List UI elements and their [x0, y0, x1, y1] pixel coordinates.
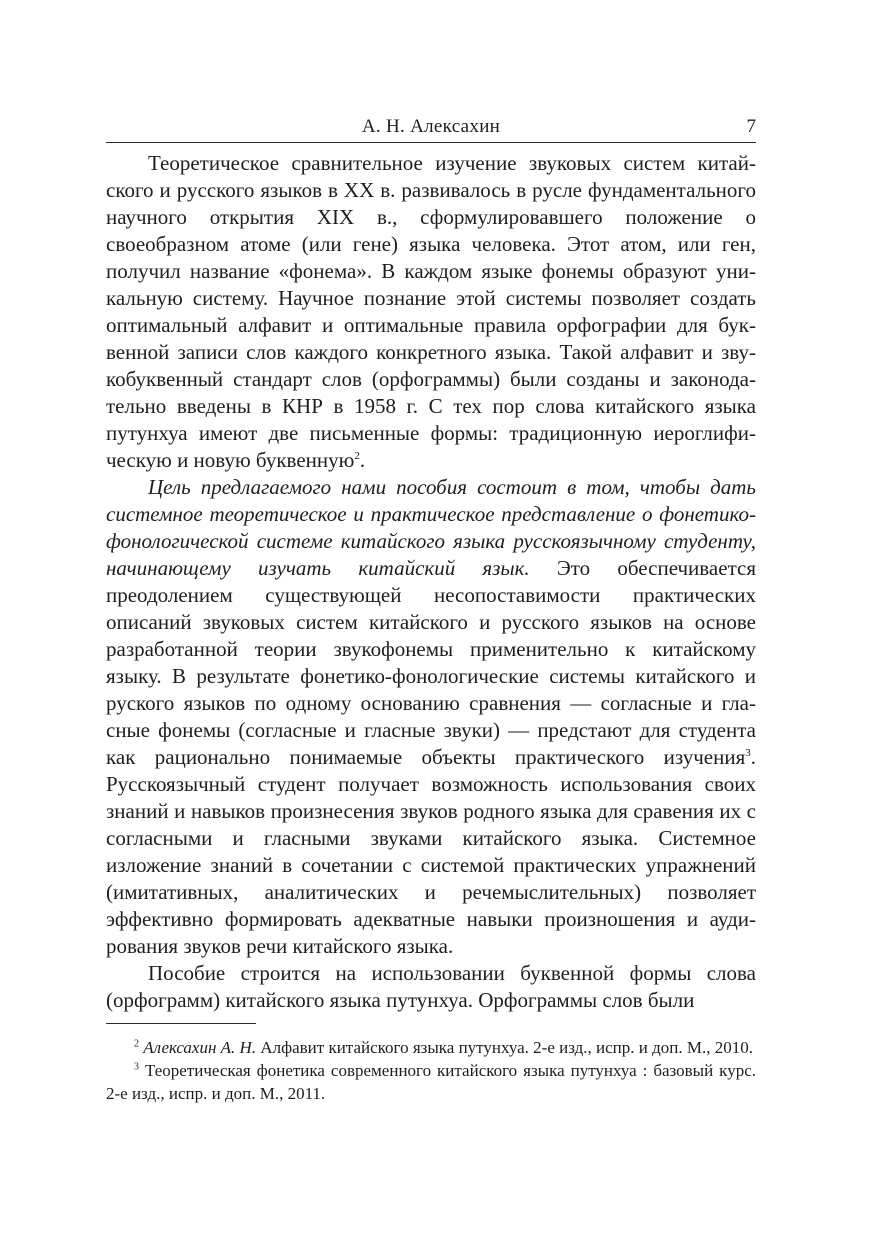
paragraph-2-text: Это обеспечивается преодолением существующей несопоставимости практических описаний звуковых систем китайского и русского языков на основе разработанной теории звукофонемы применительно к китайскому языку. В результате фонетико-фонологические системы китайского и руского языков по одному основанию сравнения — согласные и гласные фонемы (согласные и гласные звуки) — предстают для студента как рационально понимаемые объекты практического изучения: [106, 556, 756, 769]
paragraph-1-tail: .: [359, 448, 366, 472]
footnote-2-text: Алфавит китайского языка путунхуа. 2-е изд., испр. и доп. М., 2010.: [256, 1038, 753, 1057]
paragraph-2-italic: Цель предлагаемого нами пособия состоит в том, чтобы дать системное теоретическое и практическое представление о фонетико-фонологической системе китайского языка русскоязычному студенту, начинающему изучать китайский язык.: [106, 475, 756, 580]
paragraph-1-text: Теоретическое сравнительное изучение звуковых систем китайского и русского языков в XX в. развивалось в русле фундаментального научного открытия XIX в., сформулировавшего положение о своеобразном атоме (или гене) языка человека. Этот атом, или ген, получил название «фонема». В каждом языке фонемы образуют уникальную систему. Научное познание этой системы позволяет создать оптимальный алфавит и оптимальные правила орфографии для буквенной записи слов каждого конкретного языка. Такой алфавит и звукобуквенный стандарт слов (орфограммы) были созданы и законодательно введены в КНР в 1958 г. С тех пор слова китайского языка путунхуа имеют две письменные формы: традиционную иероглифическую и новую буквенную: [106, 151, 756, 472]
page-number: 7: [746, 116, 756, 137]
paragraph-3-text: Пособие строится на использовании буквенной формы слова (орфограмм) китайского языка путунхуа. Орфограммы слов были: [106, 961, 756, 1012]
paragraph-1: [106, 150, 756, 474]
header-author: А. Н. Алексахин: [361, 116, 501, 137]
footnote-ref-2: 2: [354, 450, 360, 462]
paragraph-3: [106, 960, 756, 1014]
footnote-3-number: 3: [134, 1061, 139, 1073]
paragraph-2-tail: . Русскоязычный студент получает возможность использования своих знаний и навыков произнесения звуков родного языка для сравения их с согласными и гласными звуками китайского языка. Системное изложение знаний в сочетании с системой практических упражнений (имитативных, аналитических и речемыслительных) позволяет эффективно формировать адекватные навыки произношения и аудирования звуков речи китайского языка.: [106, 745, 756, 958]
footnote-2-number: 2: [134, 1038, 139, 1050]
footnote-2-author: Алексахин А. Н.: [143, 1038, 257, 1057]
body-text: [106, 150, 756, 1014]
footnote-2: [106, 1036, 756, 1059]
paragraph-2: [106, 474, 756, 960]
footnotes: [106, 1036, 756, 1105]
footnote-divider: [106, 1023, 256, 1024]
footnote-3-text: Теоретическая фонетика современного китайского языка путунхуа : базовый курс. 2-е изд., испр. и доп. М., 2011.: [106, 1061, 756, 1103]
running-header: [106, 112, 756, 143]
footnote-ref-3: 3: [745, 747, 751, 759]
footnote-3: [106, 1059, 756, 1105]
